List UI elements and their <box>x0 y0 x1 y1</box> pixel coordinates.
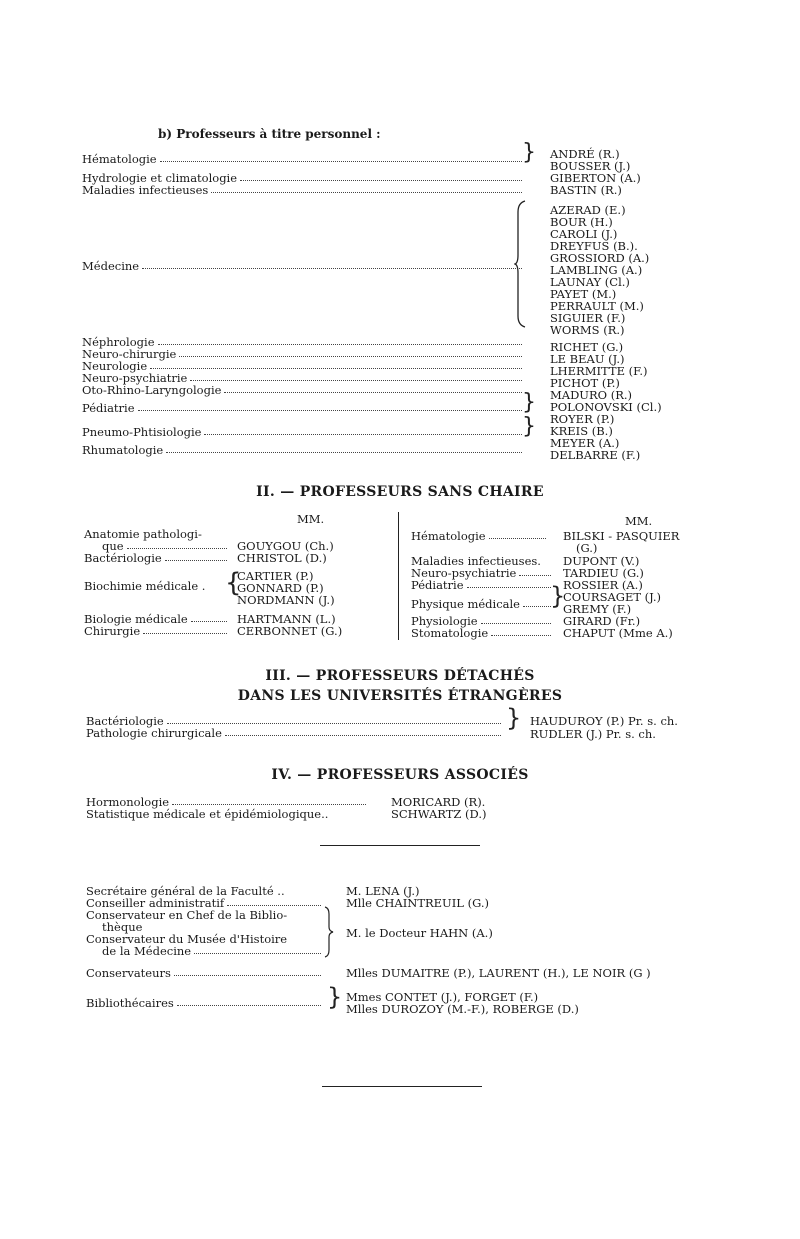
entry-bacterio-left <box>84 552 227 564</box>
leader-dots <box>142 268 522 269</box>
name: LAUNAY (Cl.) <box>550 275 630 289</box>
label-rhumatologie: Rhumatologie <box>82 443 164 457</box>
name: Mlle CHAINTREUIL (G.) <box>346 896 489 910</box>
name: GROSSIORD (A.) <box>550 251 650 265</box>
name: POLONOVSKI (Cl.) <box>550 400 662 414</box>
name: ROSSIER (A.) <box>563 578 643 592</box>
leader-dots <box>160 161 522 162</box>
entry-pediatrie <box>82 402 522 414</box>
leader-dots <box>211 192 522 193</box>
leader-dots <box>167 723 501 724</box>
divider-rule <box>322 1086 482 1087</box>
label-anatomie-cont: que <box>102 539 124 553</box>
name: ANDRÉ (R.) <box>550 147 620 161</box>
name: Mmes CONTET (J.), FORGET (F.) <box>346 990 539 1004</box>
entry-rhumato <box>82 444 522 456</box>
label-physiologie: Physiologie <box>411 614 478 628</box>
entry-maladies <box>82 184 522 196</box>
name: LAMBLING (A.) <box>550 263 643 277</box>
entry-hemato-right <box>411 530 546 542</box>
name: DELBARRE (F.) <box>550 448 641 462</box>
name: WORMS (R.) <box>550 323 625 337</box>
label-pediatrie: Pédiatrie <box>82 401 135 415</box>
label-neurologie: Neurologie <box>82 359 148 373</box>
name: LE BEAU (J.) <box>550 352 625 366</box>
name: SIGUIER (F.) <box>550 311 626 325</box>
name: BILSKI - PASQUIER <box>563 529 680 543</box>
label-conservateur-biblio: Conservateur en Chef de la Biblio- <box>86 908 288 922</box>
name: GREMY (F.) <box>563 602 632 616</box>
names-column <box>550 148 662 461</box>
name: CHAPUT (Mme A.) <box>563 626 673 640</box>
section-iii-subtitle: DANS LES UNIVERSITÉS ÉTRANGÈRES <box>237 688 563 704</box>
brace-right: } <box>327 983 343 1011</box>
label-bibliothecaires: Bibliothécaires <box>86 996 174 1010</box>
name: SCHWARTZ (D.) <box>391 807 487 821</box>
leader-dots <box>481 623 551 624</box>
name: CHRISTOL (D.) <box>237 551 327 565</box>
entry-physique <box>411 598 551 610</box>
mm-right: MM. <box>625 514 653 528</box>
label-neuropsychiatrie: Neuro-psychiatrie <box>411 566 517 580</box>
leader-dots <box>204 434 522 435</box>
brace-right: } <box>506 704 522 732</box>
mm-left: MM. <box>297 512 325 526</box>
leader-dots <box>194 953 321 954</box>
entry-neurochir <box>82 348 522 360</box>
name: HAUDUROY (P.) Pr. s. ch. <box>530 714 678 728</box>
entry-chirurgie <box>84 625 227 637</box>
brace-large <box>514 200 528 328</box>
leader-dots <box>143 633 227 634</box>
brace-right: } <box>522 140 536 165</box>
label-hydrologie: Hydrologie et climatologie <box>82 171 238 185</box>
name: PERRAULT (M.) <box>550 299 644 313</box>
label-physique: Physique médicale <box>411 597 520 611</box>
section-iv-title: IV. — PROFESSEURS ASSOCIÉS <box>271 767 529 783</box>
leader-dots <box>179 356 522 357</box>
brace-right: } <box>522 390 536 415</box>
brace-left: { <box>225 568 242 598</box>
leader-dots <box>166 452 522 453</box>
label-hematologie: Hématologie <box>411 529 486 543</box>
name: TARDIEU (G.) <box>563 566 644 580</box>
name: GIRARD (Fr.) <box>563 614 641 628</box>
leader-dots <box>489 538 546 539</box>
brace-right: } <box>522 414 536 439</box>
label-biochimie: Biochimie médicale . <box>84 579 206 593</box>
label-hematologie: Hématologie <box>82 152 157 166</box>
divider-rule <box>320 845 480 846</box>
column-divider <box>398 512 399 640</box>
leader-dots <box>177 1005 321 1006</box>
label-bacteriologie: Bactériologie <box>84 551 162 565</box>
name: AZERAD (E.) <box>550 203 626 217</box>
name: M. le Docteur HAHN (A.) <box>346 926 493 940</box>
leader-dots <box>224 392 522 393</box>
name: CAROLI (J.) <box>550 227 618 241</box>
name: DREYFUS (B.). <box>550 239 638 253</box>
name: LHERMITTE (F.) <box>550 364 648 378</box>
label-bacteriologie: Bactériologie <box>86 714 164 728</box>
name: BASTIN (R.) <box>550 183 622 197</box>
name: Mlles DUROZOY (M.-F.), ROBERGE (D.) <box>346 1002 579 1016</box>
name: ROYER (P.) <box>550 412 615 426</box>
entry-bibliothecaires <box>86 997 321 1009</box>
label-biologie: Biologie médicale <box>84 612 188 626</box>
name: MORICARD (R). <box>391 795 486 809</box>
leader-dots <box>150 368 522 369</box>
leader-dots <box>138 410 522 411</box>
name: (G.) <box>576 541 598 555</box>
entry-medecine <box>82 260 522 272</box>
name: PAYET (M.) <box>550 287 617 301</box>
name: RUDLER (J.) Pr. s. ch. <box>530 727 656 741</box>
label-biochimie-text: Biochimie médicale <box>84 579 199 593</box>
name: GIBERTON (A.) <box>550 171 641 185</box>
label-nephrologie: Néphrologie <box>82 335 155 349</box>
leader-dots <box>467 587 551 588</box>
name: COURSAGET (J.) <box>563 590 662 604</box>
name: RICHET (G.) <box>550 340 624 354</box>
name: PICHOT (P.) <box>550 376 620 390</box>
name: BOUSSER (J.) <box>550 159 631 173</box>
entry-orl <box>82 384 522 396</box>
label-stomatologie: Stomatologie <box>411 626 489 640</box>
section-b-heading: b) Professeurs à titre personnel : <box>158 127 381 141</box>
label-statistique: Statistique médicale et épidémiologique.. <box>86 807 329 821</box>
leader-dots <box>519 575 551 576</box>
label-orl: Oto-Rhino-Laryngologie <box>82 383 222 397</box>
label-pathologie: Pathologie chirurgicale <box>86 726 222 740</box>
entry-pediatrie-right <box>411 579 551 591</box>
brace-large <box>324 906 334 958</box>
name: KREIS (B.) <box>550 424 613 438</box>
label-maladies: Maladies infectieuses. <box>411 554 541 568</box>
entry-pneumo <box>82 426 522 438</box>
leader-dots <box>172 804 366 805</box>
entry-hematologie <box>82 153 522 165</box>
entry-conservateurs <box>86 967 321 979</box>
label-maladies: Maladies infectieuses <box>82 183 209 197</box>
name: GOUYGOU (Ch.) <box>237 539 334 553</box>
label-conservateur-biblio-cont: thèque <box>102 920 143 934</box>
brace-right: } <box>550 582 566 610</box>
leader-dots <box>191 621 227 622</box>
name: CERBONNET (G.) <box>237 624 343 638</box>
label-pneumo: Pneumo-Phtisiologie <box>82 425 202 439</box>
label-conservateurs: Conservateurs <box>86 966 171 980</box>
leader-dots <box>240 180 522 181</box>
leader-dots <box>227 905 321 906</box>
name: HARTMANN (L.) <box>237 612 336 626</box>
name: GONNARD (P.) <box>237 581 324 595</box>
label-neurochirurgie: Neuro-chirurgie <box>82 347 177 361</box>
label-neuropsychiatrie: Neuro-psychiatrie <box>82 371 188 385</box>
name: CARTIER (P.) <box>237 569 314 583</box>
leader-dots <box>174 975 321 976</box>
name: DUPONT (V.) <box>563 554 640 568</box>
name: MEYER (A.) <box>550 436 620 450</box>
label-hormonologie: Hormonologie <box>86 795 170 809</box>
label-conservateur-musee-cont: de la Médecine <box>102 944 192 958</box>
label-secretaire: Secrétaire général de la Faculté .. <box>86 884 285 898</box>
name: NORDMANN (J.) <box>237 593 335 607</box>
leader-dots <box>491 635 551 636</box>
section-ii-title: II. — PROFESSEURS SANS CHAIRE <box>256 484 544 500</box>
name: MADURO (R.) <box>550 388 633 402</box>
label-pediatrie: Pédiatrie <box>411 578 464 592</box>
label-conseiller: Conseiller administratif <box>86 896 225 910</box>
entry-stomatologie <box>411 627 551 639</box>
entry-patho-iii <box>86 727 501 739</box>
name: BOUR (H.) <box>550 215 613 229</box>
leader-dots <box>158 344 522 345</box>
leader-dots <box>225 735 501 736</box>
entry-conservateur-musee-cont <box>102 945 321 957</box>
label-anatomie: Anatomie pathologi- <box>84 527 202 541</box>
leader-dots <box>190 380 522 381</box>
leader-dots <box>127 548 227 549</box>
name: M. LENA (J.) <box>346 884 420 898</box>
section-iii-title: III. — PROFESSEURS DÉTACHÉS <box>265 668 535 684</box>
leader-dots <box>523 606 551 607</box>
name: Mlles DUMAITRE (P.), LAURENT (H.), LE NOIR (G ) <box>346 966 651 980</box>
label-medecine: Médecine <box>82 259 140 273</box>
leader-dots <box>165 560 227 561</box>
label-conservateur-musee: Conservateur du Musée d'Histoire <box>86 932 288 946</box>
label-chirurgie: Chirurgie <box>84 624 141 638</box>
